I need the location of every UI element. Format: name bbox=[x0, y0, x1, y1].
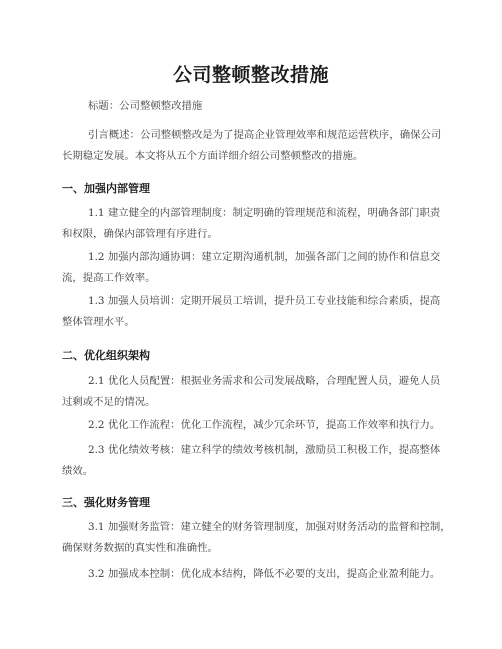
section-item bbox=[62, 415, 442, 436]
item-line: 3.2 加强成本控制：优化成本结构，降低不必要的支出，提高企业盈利能力。 bbox=[88, 568, 441, 580]
item-line: 2.1 优化人员配置：根据业务需求和公司发展战略，合理配置人员，避免人员 bbox=[88, 375, 441, 387]
section-item bbox=[62, 564, 442, 585]
intro-line: 引言概述：公司整顿整改是为了提高企业管理效率和规范运营秩序，确保公司 bbox=[88, 129, 442, 141]
item-line: 确保财务数据的真实性和准确性。 bbox=[62, 542, 218, 554]
item-line: 整体管理水平。 bbox=[62, 316, 135, 328]
item-line: 流，提高工作效率。 bbox=[62, 272, 156, 284]
section-item bbox=[62, 203, 442, 245]
item-line: 1.2 加强内部沟通协调：建立定期沟通机制，加强各部门之间的协作和信息交 bbox=[88, 251, 441, 263]
item-line: 1.1 建立健全的内部管理制度：制定明确的管理规范和流程，明确各部门职责 bbox=[88, 207, 441, 219]
item-line: 绩效。 bbox=[62, 465, 94, 477]
section-heading: 一、加强内部管理 bbox=[62, 182, 150, 195]
intro-paragraph bbox=[62, 125, 442, 167]
section-item bbox=[62, 247, 442, 289]
section-item bbox=[62, 291, 442, 333]
item-line: 2.2 优化工作流程：优化工作流程，减少冗余环节，提高工作效率和执行力。 bbox=[88, 419, 441, 431]
item-line: 1.3 加强人员培训：定期开展员工培训，提升员工专业技能和综合素质，提高 bbox=[88, 295, 441, 307]
section-item bbox=[62, 371, 442, 413]
item-line: 和权限，确保内部管理有序进行。 bbox=[62, 228, 218, 240]
subtitle-text: 标题：公司整顿整改措施 bbox=[88, 100, 203, 112]
section-item bbox=[62, 440, 442, 482]
section-heading: 三、强化财务管理 bbox=[62, 496, 150, 509]
subtitle-line bbox=[62, 96, 468, 117]
section-heading: 二、优化组织架构 bbox=[62, 349, 150, 362]
item-line: 2.3 优化绩效考核：建立科学的绩效考核机制，激励员工积极工作，提高整体 bbox=[88, 444, 441, 456]
intro-line: 长期稳定发展。本文将从五个方面详细介绍公司整顿整改的措施。 bbox=[62, 150, 364, 162]
section-item bbox=[62, 517, 451, 559]
item-line: 3.1 加强财务监管：建立健全的财务管理制度，加强对财务活动的监督和控制， bbox=[88, 521, 451, 533]
document-title: 公司整顿整改措施 bbox=[172, 64, 329, 86]
item-line: 过剩或不足的情况。 bbox=[62, 396, 156, 408]
